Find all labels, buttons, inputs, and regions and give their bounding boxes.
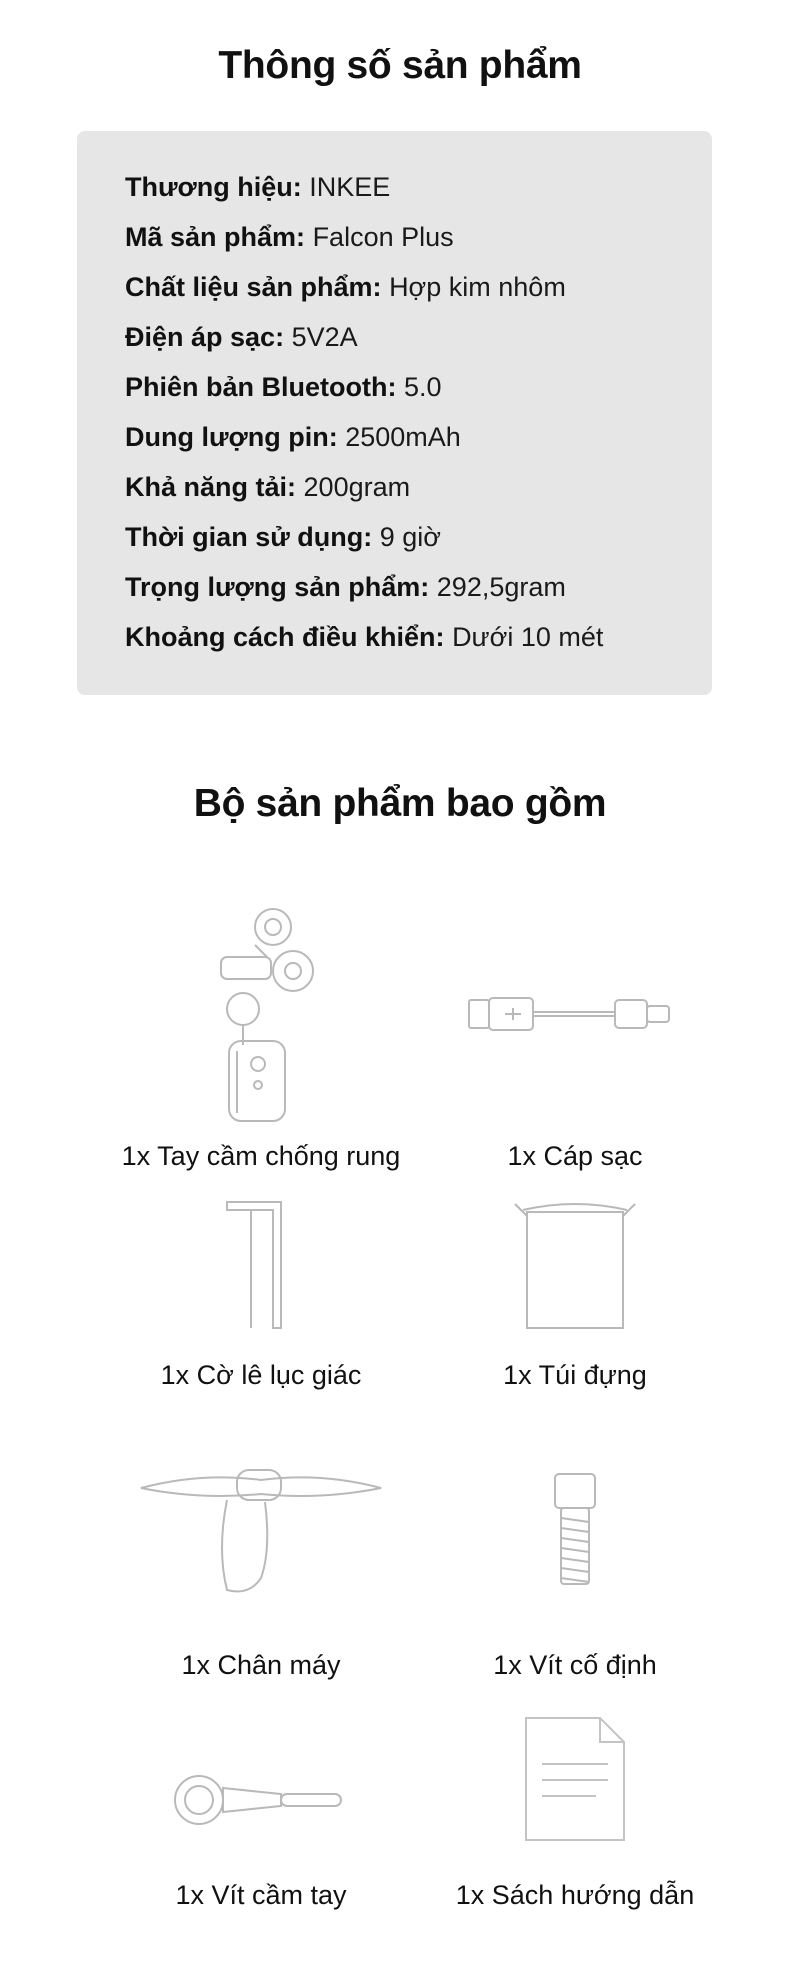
box-item-caption: 1x Tay cầm chống rung xyxy=(121,1141,401,1171)
spec-value: 5V2A xyxy=(291,322,358,352)
spec-value: 292,5gram xyxy=(436,572,566,602)
spec-row-weight xyxy=(125,562,603,612)
spec-value: 200gram xyxy=(303,472,411,502)
spec-row-battery xyxy=(125,412,603,462)
pouch-icon xyxy=(375,1190,775,1335)
manual-icon xyxy=(375,1714,775,1844)
spec-row-brand xyxy=(125,162,603,212)
spec-label: Điện áp sạc: xyxy=(125,322,285,352)
usb-cable-icon xyxy=(375,990,775,1040)
spec-value: 2500mAh xyxy=(345,422,461,452)
box-item-caption: 1x Chân máy xyxy=(181,1650,341,1680)
box-item-caption: 1x Túi đựng xyxy=(503,1360,647,1390)
spec-label: Chất liệu sản phẩm: xyxy=(125,272,382,302)
spec-value: Dưới 10 mét xyxy=(452,622,604,652)
spec-label: Khả năng tải: xyxy=(125,472,297,502)
spec-label: Thương hiệu: xyxy=(125,172,302,202)
spec-value: 5.0 xyxy=(404,372,442,402)
spec-value: 9 giờ xyxy=(379,522,441,552)
spec-row-model xyxy=(125,212,603,262)
spec-title: Thông số sản phẩm xyxy=(218,44,582,87)
box-item-caption: 1x Vít cầm tay xyxy=(175,1880,347,1910)
spec-value: INKEE xyxy=(309,172,391,202)
spec-row-material xyxy=(125,262,603,312)
box-item-caption: 1x Cờ lê lục giác xyxy=(160,1360,362,1390)
spec-label: Mã sản phẩm: xyxy=(125,222,306,252)
spec-value: Hợp kim nhôm xyxy=(389,272,566,302)
spec-row-bluetooth xyxy=(125,362,603,412)
spec-row-range xyxy=(125,612,603,662)
spec-label: Trọng lượng sản phẩm: xyxy=(125,572,430,602)
mounting-screw-icon xyxy=(375,1470,775,1590)
spec-label: Phiên bản Bluetooth: xyxy=(125,372,397,402)
spec-label: Dung lượng pin: xyxy=(125,422,338,452)
spec-row-runtime xyxy=(125,512,603,562)
spec-row-voltage xyxy=(125,312,603,362)
spec-panel xyxy=(77,131,712,695)
box-item-caption: 1x Cáp sạc xyxy=(507,1141,643,1171)
box-contents-title: Bộ sản phẩm bao gồm xyxy=(193,782,607,825)
spec-row-payload xyxy=(125,462,603,512)
box-item-caption: 1x Vít cố định xyxy=(493,1650,657,1680)
box-item-caption: 1x Sách hướng dẫn xyxy=(455,1880,695,1910)
spec-label: Khoảng cách điều khiển: xyxy=(125,622,445,652)
spec-list xyxy=(125,162,603,662)
spec-label: Thời gian sử dụng: xyxy=(125,522,373,552)
spec-value: Falcon Plus xyxy=(312,222,454,252)
